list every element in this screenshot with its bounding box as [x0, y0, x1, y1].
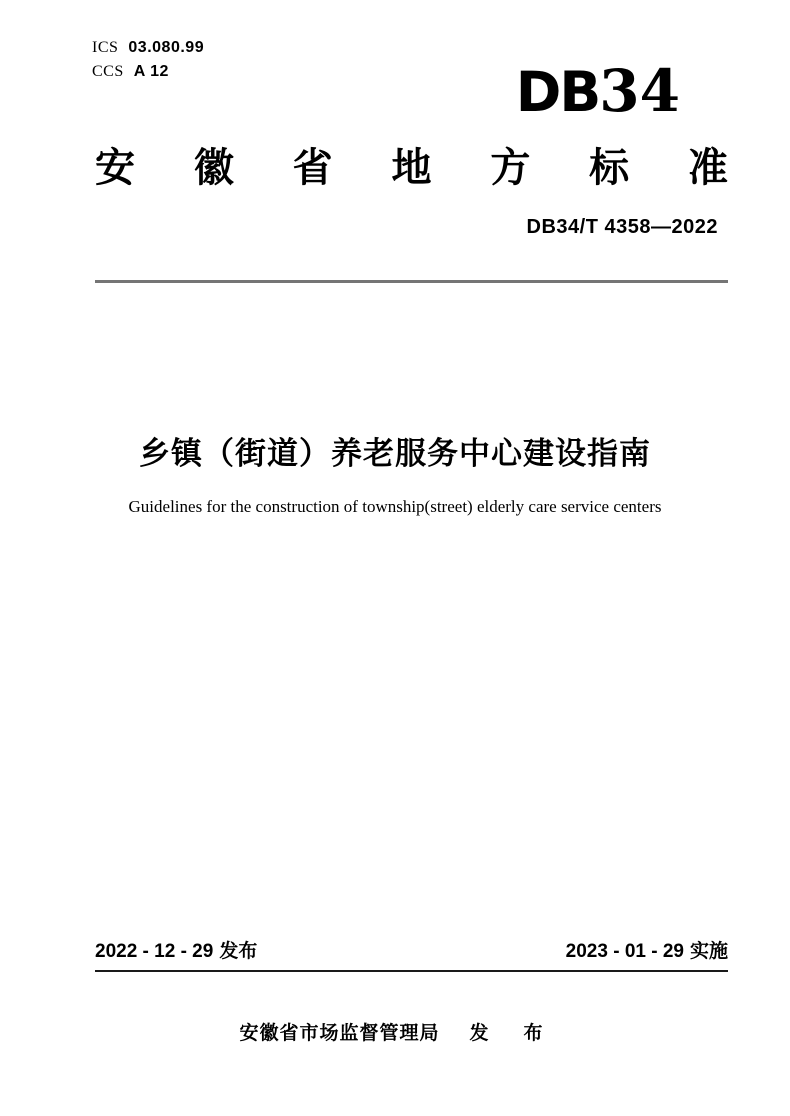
issue-date: 2022 - 12 - 29 — [95, 941, 214, 962]
publisher-row — [0, 1018, 790, 1045]
standard-code: DB34/T 4358—2022 — [526, 216, 718, 238]
db34-logo-number: 34 — [599, 57, 680, 125]
ics-value: 03.080.99 — [128, 39, 205, 56]
document-title-english: Guidelines for the construction of township(street) elderly care service centers — [128, 497, 662, 516]
standard-name-char: 地 — [391, 146, 432, 190]
issue-date-line — [95, 936, 257, 963]
implementation-date: 2023 - 01 - 29 — [565, 941, 684, 962]
implementation-label: 实施 — [689, 941, 728, 962]
publisher-name: 安徽省市场监督管理局 — [239, 1023, 440, 1044]
standard-name-char: 省 — [292, 146, 333, 190]
standard-name-char: 标 — [589, 146, 630, 190]
db34-logo — [515, 57, 680, 125]
ccs-value: A 12 — [133, 63, 169, 80]
ccs-code-line — [92, 60, 204, 84]
publish-action-label: 发 布 — [469, 1023, 551, 1044]
header-divider-line — [95, 280, 728, 283]
date-row — [95, 936, 728, 972]
implementation-date-line — [566, 936, 728, 963]
ics-label: ICS — [92, 39, 119, 56]
document-title-chinese: 乡镇（街道）养老服务中心建设指南 — [139, 436, 651, 471]
standard-name-row — [95, 146, 728, 190]
standard-name-char: 徽 — [193, 146, 234, 190]
standard-name-char: 方 — [490, 146, 531, 190]
standard-name-char: 准 — [687, 146, 728, 190]
issue-label: 发布 — [219, 941, 258, 962]
classification-codes — [92, 36, 204, 84]
ccs-label: CCS — [92, 63, 124, 80]
ics-code-line — [92, 36, 204, 60]
db34-logo-db: DB — [515, 60, 600, 124]
standard-name-char: 安 — [95, 146, 135, 190]
